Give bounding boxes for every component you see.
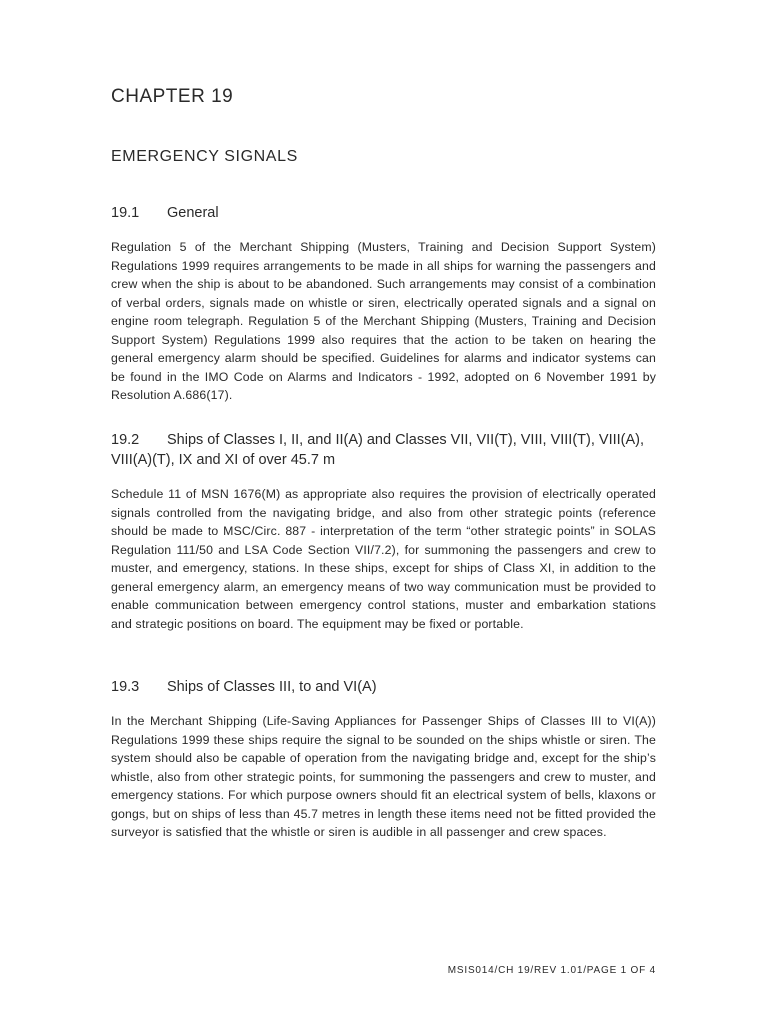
section-body-19-2: Schedule 11 of MSN 1676(M) as appropriate also requires the provision of electrically operated signals controlled from the navigating bridge, and also from other strategic points (reference should be made to MSC/Circ. 887 - interpretation of the term “other strategic points” in SOLAS Regulation 111/50 and LSA Code Section VII/7.2), for summoning the passengers and crew to muster, and emergency, stations. In these ships, except for ships of Class XI, in addition to the general emergency alarm, an emergency means of two way communication must be provided to enable communication between emergency control stations, muster and embarkation stations and strategic positions on board. The equipment may be fixed or portable. — [111, 487, 656, 631]
chapter-title: EMERGENCY SIGNALS — [111, 148, 298, 165]
chapter-heading: CHAPTER 19 — [111, 86, 234, 107]
section-number: 19.2 — [111, 432, 140, 448]
section-title: Ships of Classes III, to and VI(A) — [167, 679, 377, 695]
section-title: Ships of Classes I, II, and II(A) and Classes VII, VII(T), VIII, VIII(T), VIII(A), VIII(A)(T), IX and XI of over 45.7 m — [111, 432, 645, 468]
section-number: 19.1 — [111, 205, 140, 221]
section-body-19-3: In the Merchant Shipping (Life-Saving Appliances for Passenger Ships of Classes III to VI(A)) Regulations 1999 these ships require the signal to be sounded on the ships whistle or siren. The system should also be capable of operation from the navigating bridge and, except for the ship’s whistle, also from other strategic points, for summoning the passengers and crew to muster, and emergency stations. For which purpose owners should fit an electrical system of bells, klaxons or gongs, but on ships of less than 45.7 metres in length these items need not be fitted provided the surveyor is satisfied that the whistle or siren is audible in all passenger and crew spaces. — [111, 714, 656, 839]
page-footer: MSIS014/CH 19/REV 1.01/PAGE 1 OF 4 — [447, 965, 656, 976]
section-number: 19.3 — [111, 679, 140, 695]
section-heading-19-3 — [111, 677, 656, 697]
section-title: General — [167, 205, 219, 221]
section-heading-19-1 — [111, 203, 656, 223]
section-heading-19-2 — [111, 430, 651, 470]
section-body-19-1: Regulation 5 of the Merchant Shipping (Musters, Training and Decision Support System) Regulations 1999 requires arrangements to be made in all ships for warning the passengers and crew when the ship is about to be abandoned. Such arrangements may consist of a combination of verbal orders, signals made on whistle or siren, electrically operated signals and a signal on engine room telegraph. Regulation 5 of the Merchant Shipping (Musters, Training and Decision Support System) Regulations 1999 also requires that the action to be taken on hearing the general emergency alarm should be specified. Guidelines for alarms and indicator systems can be found in the IMO Code on Alarms and Indicators - 1992, adopted on 6 November 1991 by Resolution A.686(17). — [111, 240, 656, 402]
